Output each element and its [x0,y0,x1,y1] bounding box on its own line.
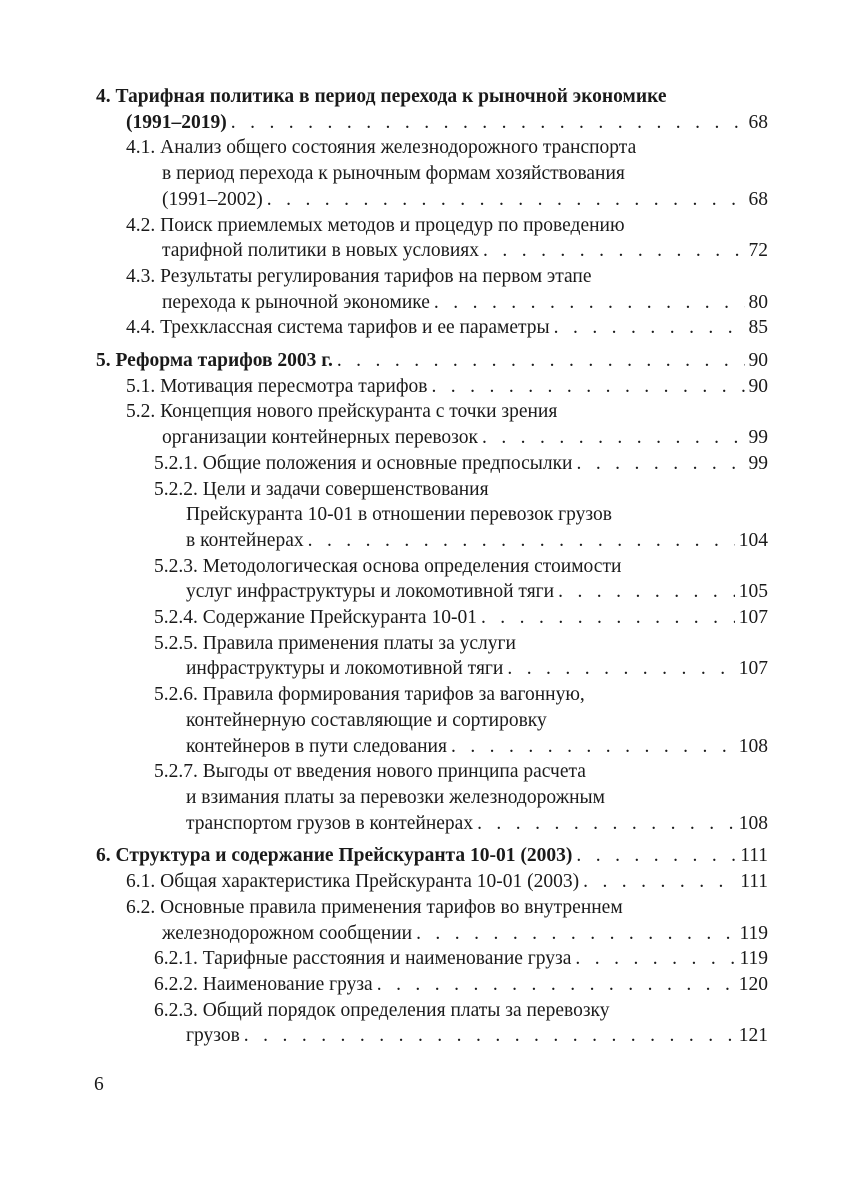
toc-entry-page: 104 [738,529,768,551]
table-of-contents [96,84,768,1049]
dot-leader [576,451,744,477]
toc-entry-title-line: 5.2.4. Содержание Прейскуранта 10-01 [154,607,477,629]
toc-entry-title-line: 5.2. Концепция нового прейскуранта с точки зрения [126,401,558,423]
dot-leader [377,972,735,998]
toc-entry-page: 108 [738,735,768,757]
toc-entry-title-line: 4.4. Трехклассная система тарифов и ее параметры [126,317,550,339]
toc-entry-title-line: организации контейнерных перевозок [162,427,478,449]
toc-entry-title-line: 5.1. Мотивация пересмотра тарифов [126,375,428,397]
toc-entry-title-line: (1991–2019) [126,111,227,133]
dot-leader [244,1023,735,1049]
dot-leader [554,315,745,341]
toc-entry [96,84,768,135]
toc-entry-page: 119 [739,922,768,944]
dot-leader [576,843,736,869]
toc-entry-page: 99 [748,452,768,474]
dot-leader [481,605,735,631]
toc-entry-page: 119 [739,948,768,970]
dot-leader [431,374,744,400]
toc-entry-page: 105 [738,581,768,603]
toc-entry-title-line: 6.2. Основные правила применения тарифов во внутреннем [126,896,623,918]
toc-entry-page: 90 [748,375,768,397]
page-number: 6 [94,1074,104,1095]
toc-entry [96,682,768,759]
toc-entry-title-line: и взимания платы за перевозки железнодорожным [186,786,605,808]
toc-entry-title-line: 6.2.3. Общий порядок определения платы за перевозку [154,999,610,1021]
dot-leader [483,238,744,264]
toc-entry-title-line: Прейскуранта 10-01 в отношении перевозок грузов [186,504,612,526]
dot-leader [308,528,735,554]
toc-entry-title-line: 6. Структура и содержание Прейскуранта 10-01 (2003) [96,845,573,867]
dot-leader [558,579,735,605]
toc-entry-title-line: 4. Тарифная политика в период перехода к рыночной экономике [96,86,667,107]
toc-entry [96,554,768,605]
toc-entry [96,946,768,972]
toc-entry [96,477,768,554]
toc-entry-title-line: услуг инфраструктуры и локомотивной тяги [186,581,555,603]
toc-entry-page: 120 [738,973,768,995]
toc-entry [96,213,768,264]
dot-leader [575,946,735,972]
dot-leader [507,656,734,682]
toc-entry-title-line: 5.2.2. Цели и задачи совершенствования [154,478,489,500]
toc-entry-title-line: 5.2.5. Правила применения платы за услуги [154,632,516,654]
toc-entry-title-line: 6.2.2. Наименование груза [154,973,373,995]
toc-entry-title-line: тарифной политики в новых условиях [162,240,480,262]
dot-leader [231,110,745,136]
toc-entry-title-line: перехода к рыночной экономике [162,291,430,313]
toc-entry [96,843,768,869]
toc-entry [96,759,768,836]
toc-entry [96,869,768,895]
toc-entry-title-line: 6.2.1. Тарифные расстояния и наименование груза [154,948,572,970]
toc-entry-page: 121 [738,1025,768,1047]
toc-entry [96,264,768,315]
toc-entry-page: 68 [748,188,768,210]
toc-entry-title-line: железнодорожном сообщении [162,922,413,944]
toc-entry-page: 111 [740,845,768,867]
toc-entry-page: 72 [748,240,768,262]
dot-leader [434,290,745,316]
toc-entry [96,895,768,946]
dot-leader [451,734,735,760]
toc-entry [96,631,768,682]
toc-entry-title-line: 5. Реформа тарифов 2003 г. [96,350,333,372]
toc-entry-title-line: 4.3. Результаты регулирования тарифов на первом этапе [126,265,592,287]
dot-leader [416,921,735,947]
toc-entry-page: 85 [748,317,768,339]
toc-entry-title-line: 5.2.6. Правила формирования тарифов за вагонную, [154,684,585,706]
toc-entry [96,135,768,212]
toc-entry-title-line: контейнеров в пути следования [186,735,447,757]
dot-leader [583,869,736,895]
toc-entry-title-line: контейнерную составляющие и сортировку [186,709,547,731]
toc-entry-page: 107 [738,607,768,629]
toc-entry-title-line: 6.1. Общая характеристика Прейскуранта 10-01 (2003) [126,871,580,893]
toc-entry-title-line: 5.2.3. Методологическая основа определения стоимости [154,555,622,577]
dot-leader [477,811,735,837]
toc-entry [96,972,768,998]
toc-entry-page: 80 [748,291,768,313]
toc-entry-title-line: 4.1. Анализ общего состояния железнодорожного транспорта [126,137,637,159]
dot-leader [482,425,745,451]
toc-entry-page: 99 [748,427,768,449]
toc-entry [96,605,768,631]
toc-entry [96,348,768,374]
toc-entry-title-line: 5.2.1. Общие положения и основные предпосылки [154,452,573,474]
toc-entry-title-line: грузов [186,1025,240,1047]
toc-entry-page: 111 [740,871,768,893]
dot-leader [337,348,745,374]
toc-entry-title-line: 5.2.7. Выгоды от введения нового принципа расчета [154,761,586,783]
toc-entry-title-line: транспортом грузов в контейнерах [186,812,474,834]
dot-leader [267,187,745,213]
toc-entry [96,374,768,400]
toc-entry-page: 90 [748,350,768,372]
toc-entry-page: 68 [748,111,768,133]
toc-entry-title-line: (1991–2002) [162,188,263,210]
toc-entry [96,315,768,341]
toc-entry-title-line: инфраструктуры и локомотивной тяги [186,658,504,680]
toc-entry-title-line: в контейнерах [186,529,304,551]
toc-entry [96,399,768,450]
toc-entry [96,451,768,477]
toc-entry-page: 107 [738,658,768,680]
toc-entry-title-line: в период перехода к рыночным формам хозяйствования [162,163,625,185]
toc-entry-title-line: 4.2. Поиск приемлемых методов и процедур по проведению [126,214,625,236]
toc-entry [96,998,768,1049]
toc-entry-page: 108 [738,812,768,834]
